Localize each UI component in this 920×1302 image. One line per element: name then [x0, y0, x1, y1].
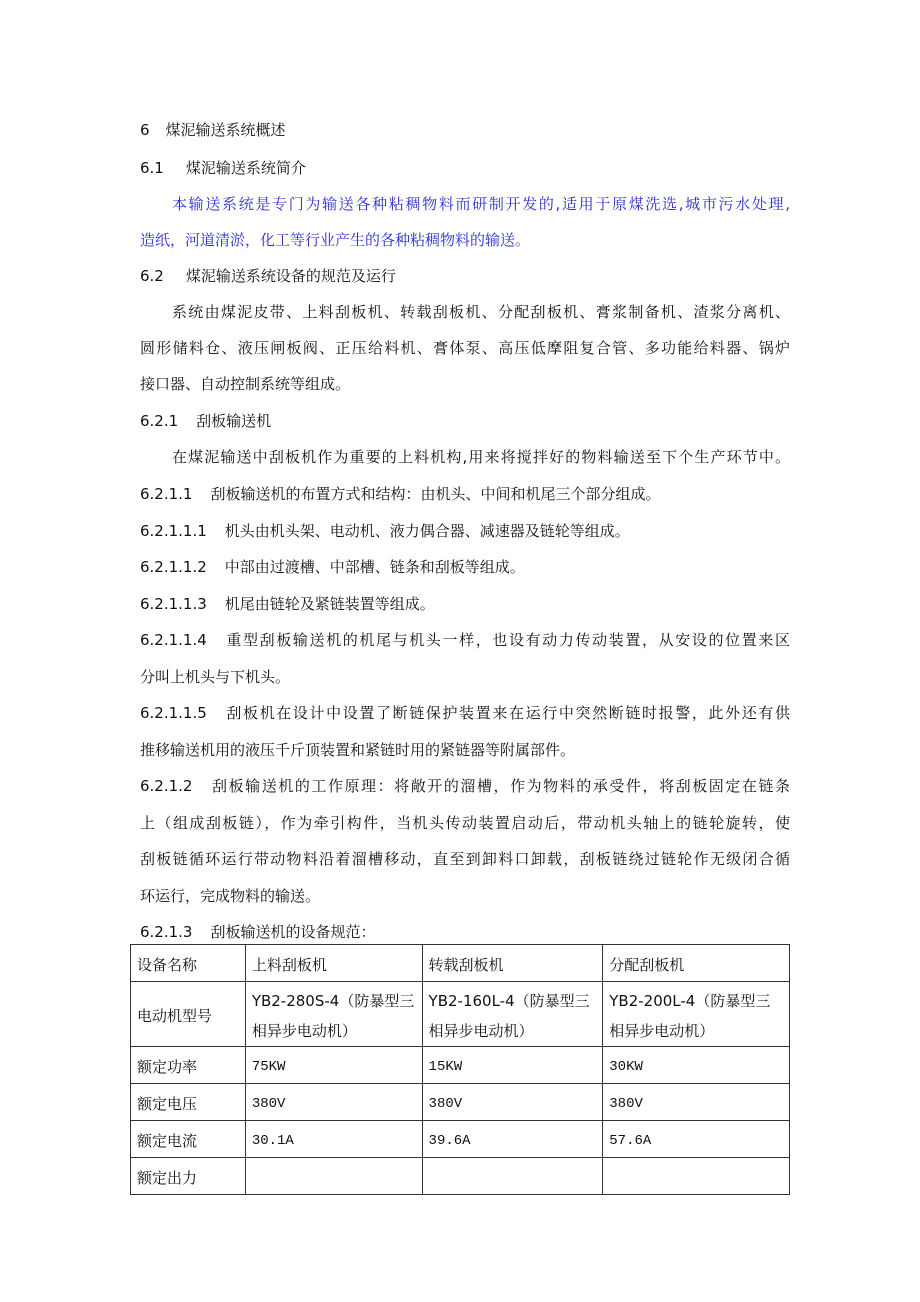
table-cell: 上料刮板机: [245, 945, 422, 982]
item-number: 6.2.1.1.2: [140, 558, 207, 576]
table-row: [131, 1158, 790, 1195]
heading-6-2-1: [140, 411, 271, 431]
item-text: 机头由机头架、电动机、液力偶合器、减速器及链轮等组成。: [224, 521, 630, 540]
table-cell: 75KW: [245, 1047, 422, 1084]
row-label-cell: 额定功率: [131, 1047, 246, 1084]
heading-number: 6: [140, 121, 150, 139]
table-cell: YB2-200L-4（防暴型三相异步电动机）: [603, 982, 790, 1047]
heading-6-2: [140, 266, 396, 286]
table-header-row: [131, 945, 790, 982]
item-continuation-line: 刮板链循环运行带动物料沿着溜槽移动，直至到卸料口卸载，刮板链绕过链轮作无级闭合循: [140, 850, 790, 868]
row-label-cell: 额定电压: [131, 1084, 246, 1121]
table-row: [131, 982, 790, 1047]
numbered-item: [140, 521, 630, 541]
heading-number: 6.2.1: [140, 412, 179, 430]
numbered-item: [140, 922, 376, 942]
item-text: 刮板机在设计中设置了断链保护装置来在运行中突然断链时报警，此外还有供: [224, 704, 790, 722]
heading-number: 6.2: [140, 267, 164, 285]
scraper-intro: 在煤泥输送中刮板机作为重要的上料机构,用来将搅拌好的物料输送至下个生产环节中。: [172, 448, 790, 466]
item-number: 6.2.1.1.3: [140, 594, 207, 613]
heading-title: 刮板输送机: [196, 412, 272, 430]
numbered-item: [140, 594, 435, 614]
item-number: 6.2.1.1.4: [140, 631, 207, 649]
intro-line: 造纸，河道清淤，化工等行业产生的各种粘稠物料的输送。: [140, 231, 531, 249]
item-text: 刮板输送机的布置方式和结构：由机头、中间和机尾三个部分组成。: [210, 485, 661, 503]
item-number: 6.2.1.1: [140, 485, 193, 503]
table-cell: [245, 1158, 422, 1195]
intro-line: 本输送系统是专门为输送各种粘稠物料而研制开发的,适用于原煤洗选,城市污水处理,: [172, 195, 790, 213]
table-cell: 57.6A: [603, 1121, 790, 1158]
item-text: 刮板输送机的工作原理：将敞开的溜槽，作为物料的承受件，将刮板固定在链条: [210, 777, 790, 795]
item-text: 重型刮板输送机的机尾与机头一样，也设有动力传动装置，从安设的位置来区: [224, 631, 790, 649]
table-cell: YB2-160L-4（防暴型三相异步电动机）: [422, 982, 603, 1047]
numbered-item: [140, 557, 525, 577]
table-cell: 30KW: [603, 1047, 790, 1084]
row-label-cell: 额定电流: [131, 1121, 246, 1158]
item-continuation-line: 推移输送机用的液压千斤顶装置和紧链时用的紧链器等附属部件。: [140, 740, 576, 759]
item-number: 6.2.1.1.1: [140, 521, 207, 540]
numbered-item: [140, 703, 790, 723]
table-cell: 30.1A: [245, 1121, 422, 1158]
heading-title: 煤泥输送系统设备的规范及运行: [185, 267, 396, 285]
item-number: 6.2.1.1.5: [140, 704, 207, 722]
heading-title: 煤泥输送系统简介: [185, 159, 306, 177]
system-line: 接口器、自动控制系统等组成。: [140, 375, 351, 393]
table-cell: 分配刮板机: [603, 945, 790, 982]
table-cell: 380V: [603, 1084, 790, 1121]
table-row: [131, 1047, 790, 1084]
table-cell: 380V: [245, 1084, 422, 1121]
item-number: 6.2.1.2: [140, 777, 193, 795]
heading-title: 煤泥输送系统概述: [165, 121, 286, 139]
table-cell: 15KW: [422, 1047, 603, 1084]
item-continuation-line: 环运行，完成物料的输送。: [140, 886, 321, 905]
item-text: 中部由过渡槽、中部槽、链条和刮板等组成。: [224, 558, 525, 576]
numbered-item: [140, 484, 661, 504]
row-label-cell: 电动机型号: [131, 982, 246, 1047]
table-cell: 转载刮板机: [422, 945, 603, 982]
numbered-item: [140, 776, 790, 796]
item-number: 6.2.1.3: [140, 923, 193, 941]
equipment-spec-table: [130, 944, 790, 1195]
item-continuation-line: 上（组成刮板链），作为牵引构件，当机头传动装置启动后，带动机头轴上的链轮旋转，使: [140, 813, 790, 832]
item-continuation-line: 分叫上机头与下机头。: [140, 667, 291, 686]
item-text: 机尾由链轮及紧链装置等组成。: [224, 594, 435, 613]
row-label-cell: 额定出力: [131, 1158, 246, 1195]
row-label-cell: 设备名称: [131, 945, 246, 982]
system-line: 系统由煤泥皮带、上料刮板机、转载刮板机、分配刮板机、膏浆制备机、渣浆分离机、: [172, 303, 790, 321]
table-row: [131, 1084, 790, 1121]
system-line: 圆形储料仓、液压闸板阀、正压给料机、膏体泵、高压低摩阻复合管、多功能给料器、锅炉: [140, 339, 790, 357]
item-text: 刮板输送机的设备规范：: [210, 923, 376, 941]
numbered-item: [140, 630, 790, 650]
heading-6-1: [140, 158, 306, 178]
table-cell: 380V: [422, 1084, 603, 1121]
table-cell: 39.6A: [422, 1121, 603, 1158]
heading-6: [140, 120, 286, 140]
heading-number: 6.1: [140, 159, 164, 177]
table-cell: [603, 1158, 790, 1195]
table-cell: YB2-280S-4（防暴型三相异步电动机）: [245, 982, 422, 1047]
table-cell: [422, 1158, 603, 1195]
table-row: [131, 1121, 790, 1158]
